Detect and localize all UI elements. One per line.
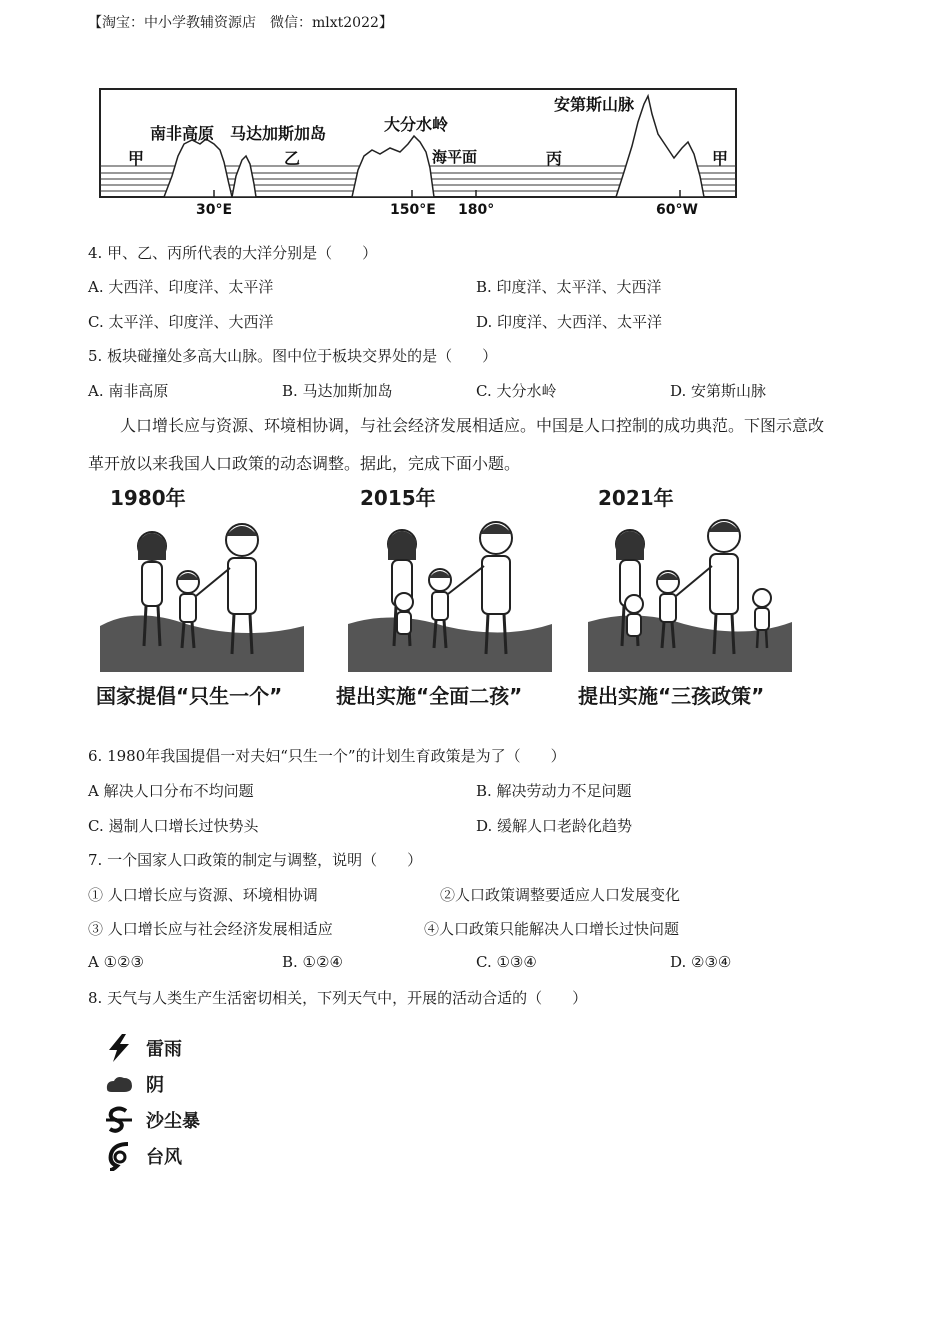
label-yi: 乙 [284,149,301,168]
family-illustration-1980 [96,506,308,676]
q7-statement-3: ③ 人口增长应与社会经济发展相适应 [88,920,333,938]
q5-option-b: B. 马达加斯加岛 [282,382,393,400]
caption-2021-policy: 提出实施“三孩政策” [578,684,765,708]
policy-panel-2021 [584,482,796,678]
family-illustration-2015 [344,506,556,676]
q7-option-d: D. ②③④ [670,953,732,971]
south-africa-landform [164,139,232,197]
q7-option-c: C. ①③④ [476,953,537,971]
q4-option-a: A. 大西洋、印度洋、太平洋 [88,278,274,296]
cloud-icon [104,1069,134,1099]
q7-option-a: A ①②③ [88,953,144,971]
q6-stem: 6. 1980年我国提倡一对夫妇“只生一个”的计划生育政策是为了（ ） [88,747,566,765]
q5-option-a: A. 南非高原 [88,382,169,400]
q4-stem: 4. 甲、乙、丙所代表的大洋分别是（ ） [88,244,378,262]
typhoon-icon [104,1141,134,1171]
weather-item-sandstorm [104,1104,200,1136]
policy-panel-2015 [344,482,556,678]
weather-item-typhoon [104,1140,182,1172]
q5-option-c: C. 大分水岭 [476,382,557,400]
lightning-icon [104,1033,134,1063]
q5-option-d: D. 安第斯山脉 [670,382,767,400]
q4-option-c: C. 太平洋、印度洋、大西洋 [88,313,274,331]
q4-option-b: B. 印度洋、太平洋、大西洋 [476,278,662,296]
tick-30e: 30°E [196,202,233,218]
year-label-2021: 2021年 [598,486,674,510]
label-sea-level: 海平面 [432,148,478,166]
q6-option-c: C. 遏制人口增长过快势头 [88,817,259,835]
tick-60w: 60°W [656,202,698,218]
terrain-profile-figure [96,84,746,219]
q7-statement-1: ① 人口增长应与资源、环境相协调 [88,886,318,904]
family-illustration-2021 [584,506,796,676]
label-madagascar: 马达加斯加岛 [230,124,327,143]
year-label-2015: 2015年 [360,486,436,510]
australia-landform [352,136,434,197]
q8-stem: 8. 天气与人类生产生活密切相关，下列天气中，开展的活动合适的（ ） [88,989,588,1007]
madagascar-landform [232,156,256,197]
weather-label-overcast: 阴 [146,1075,164,1096]
label-andes: 安第斯山脉 [554,95,635,114]
q4-option-d: D. 印度洋、大西洋、太平洋 [476,313,663,331]
q7-statement-2: ②人口政策调整要适应人口发展变化 [440,886,681,904]
label-bing: 丙 [546,149,563,168]
label-great-dividing-range: 大分水岭 [384,115,449,134]
label-jia-right: 甲 [712,149,729,168]
q6-option-b: B. 解决劳动力不足问题 [476,782,632,800]
q6-option-d: D. 缓解人口老龄化趋势 [476,817,633,835]
tick-150e: 150°E [390,202,436,218]
label-south-africa-plateau: 南非高原 [150,124,215,143]
q7-option-b: B. ①②④ [282,953,343,971]
weather-item-thunderstorm [104,1032,182,1064]
policy-panel-1980 [96,482,308,678]
tick-180: 180° [458,202,495,218]
weather-item-overcast [104,1068,164,1100]
weather-label-thunderstorm: 雷雨 [146,1039,182,1060]
q5-stem: 5. 板块碰撞处多高大山脉。图中位于板块交界处的是（ ） [88,347,498,365]
page-header: 【淘宝：中小学教辅资源店 微信：mlxt2022】 [88,15,393,31]
q7-statement-4: ④人口政策只能解决人口增长过快问题 [424,920,680,938]
caption-2015-policy: 提出实施“全面二孩” [336,684,523,708]
caption-1980-policy: 国家提倡“只生一个” [96,684,283,708]
label-jia-left: 甲 [128,149,145,168]
weather-label-sandstorm: 沙尘暴 [146,1111,200,1132]
weather-label-typhoon: 台风 [146,1147,182,1168]
year-label-1980: 1980年 [110,486,186,510]
q7-stem: 7. 一个国家人口政策的制定与调整，说明（ ） [88,851,423,869]
intro-line-1: 人口增长应与资源、环境相协调，与社会经济发展相适应。中国是人口控制的成功典范。下图示意改 [120,416,825,435]
sandstorm-icon [104,1105,134,1135]
q6-option-a: A 解决人口分布不均问题 [88,782,254,800]
intro-line-2: 革开放以来我国人口政策的动态调整。据此，完成下面小题。 [88,454,521,473]
